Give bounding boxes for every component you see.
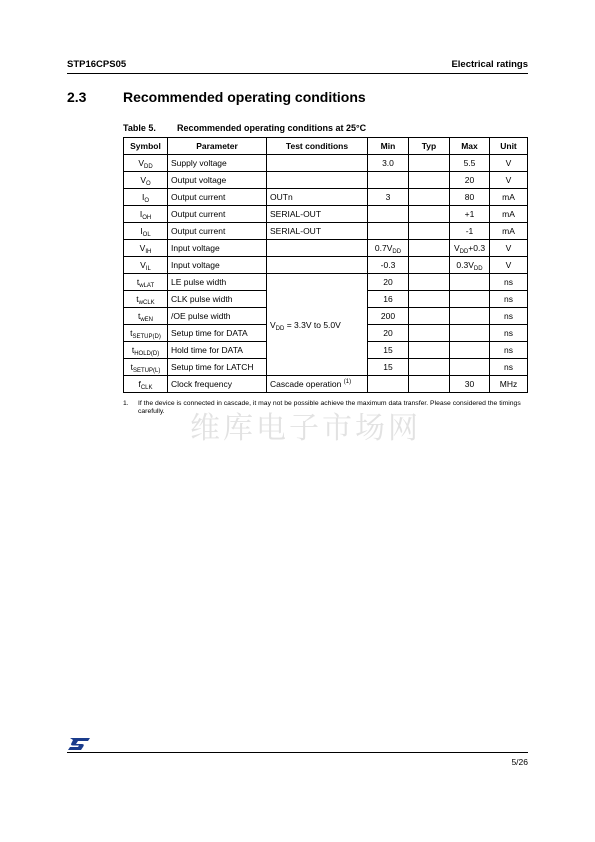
footnote-text: If the device is connected in cascade, it may not be possible achieve the maximum data transfer. Please considered the timings carefully. (138, 400, 521, 415)
cell-unit: V (490, 240, 528, 257)
cell-condition: SERIAL-OUT (267, 223, 368, 240)
cell-max (450, 359, 490, 376)
cell-typ (409, 376, 450, 393)
cell-condition: Cascade operation $^{(1)}$ (267, 376, 368, 393)
cell-unit: V (490, 155, 528, 172)
cell-parameter: Setup time for LATCH (168, 359, 267, 376)
cell-parameter: Input voltage (168, 240, 267, 257)
cell-symbol: $I_O$ (124, 189, 168, 206)
watermark: 维库电子市场网 (190, 411, 421, 446)
cell-min: 16 (368, 291, 409, 308)
st-logo-icon (67, 737, 91, 751)
cell-unit: mA (490, 206, 528, 223)
cell-max: 80 (450, 189, 490, 206)
footnote-number: 1. (123, 400, 129, 407)
cell-symbol: $t_{SETUP(D)}$ (124, 325, 168, 342)
cell-symbol: $V_O$ (124, 172, 168, 189)
cell-symbol: $t_{wCLK}$ (124, 291, 168, 308)
cell-typ (409, 240, 450, 257)
cell-parameter: /OE pulse width (168, 308, 267, 325)
table-row (124, 223, 528, 240)
cell-parameter: CLK pulse width (168, 291, 267, 308)
col-header-parameter: Parameter (168, 138, 267, 155)
cell-symbol: $V_{IH}$ (124, 240, 168, 257)
cell-min: 3 (368, 189, 409, 206)
cell-max: $0.3V_{DD}$ (450, 257, 490, 274)
cell-typ (409, 342, 450, 359)
cell-symbol: $t_{wLAT}$ (124, 274, 168, 291)
cell-max: 20 (450, 172, 490, 189)
table-row (124, 274, 528, 291)
cell-min: $0.7V_{DD}$ (368, 240, 409, 257)
cell-parameter: Output current (168, 189, 267, 206)
cell-symbol: $I_{OL}$ (124, 223, 168, 240)
operating-conditions-table (123, 137, 528, 393)
cell-typ (409, 274, 450, 291)
cell-min: 200 (368, 308, 409, 325)
cell-typ (409, 359, 450, 376)
table-row (124, 376, 528, 393)
cell-symbol: $I_{OH}$ (124, 206, 168, 223)
cell-condition: OUTn (267, 189, 368, 206)
cell-parameter: Output current (168, 206, 267, 223)
table-row (124, 155, 528, 172)
cell-parameter: Hold time for DATA (168, 342, 267, 359)
cell-min: 20 (368, 325, 409, 342)
cell-min (368, 206, 409, 223)
footer-rule (67, 752, 528, 753)
cell-unit: MHz (490, 376, 528, 393)
table-row (124, 257, 528, 274)
table-row (124, 206, 528, 223)
cell-unit: ns (490, 291, 528, 308)
cell-parameter: Output voltage (168, 172, 267, 189)
cell-max (450, 308, 490, 325)
col-header-typ: Typ (409, 138, 450, 155)
cell-min (368, 223, 409, 240)
table-header-row (124, 138, 528, 155)
col-header-symbol: Symbol (124, 138, 168, 155)
header-rule (67, 73, 528, 74)
table-caption (123, 123, 367, 133)
cell-typ (409, 189, 450, 206)
table-title: Recommended operating conditions at 25°C (177, 123, 367, 133)
cell-condition (267, 240, 368, 257)
section-title: Recommended operating conditions (123, 89, 366, 105)
cell-max: +1 (450, 206, 490, 223)
cell-min: 3.0 (368, 155, 409, 172)
cell-max (450, 291, 490, 308)
cell-unit: ns (490, 325, 528, 342)
cell-max (450, 342, 490, 359)
cell-typ (409, 206, 450, 223)
cell-unit: ns (490, 342, 528, 359)
cell-parameter: Setup time for DATA (168, 325, 267, 342)
page-header-chapter: Electrical ratings (451, 59, 528, 70)
table-row (124, 189, 528, 206)
col-header-unit: Unit (490, 138, 528, 155)
table-row (124, 172, 528, 189)
cell-condition (267, 155, 368, 172)
cell-parameter: LE pulse width (168, 274, 267, 291)
cell-unit: ns (490, 359, 528, 376)
cell-unit: V (490, 172, 528, 189)
cell-unit: mA (490, 223, 528, 240)
cell-parameter: Supply voltage (168, 155, 267, 172)
cell-typ (409, 155, 450, 172)
cell-typ (409, 308, 450, 325)
cell-max (450, 325, 490, 342)
cell-symbol: $t_{HOLD(D)}$ (124, 342, 168, 359)
cell-min: 20 (368, 274, 409, 291)
cell-typ (409, 291, 450, 308)
table-label: Table 5. (123, 123, 156, 133)
cell-typ (409, 325, 450, 342)
cell-max: 30 (450, 376, 490, 393)
cell-condition (267, 172, 368, 189)
page-number: 5/26 (511, 757, 528, 767)
cell-condition: SERIAL-OUT (267, 206, 368, 223)
cell-parameter: Output current (168, 223, 267, 240)
cell-max: $V_{DD}+0.3$ (450, 240, 490, 257)
table-row (124, 240, 528, 257)
cell-max: -1 (450, 223, 490, 240)
cell-symbol: $V_{IL}$ (124, 257, 168, 274)
cell-min (368, 172, 409, 189)
cell-unit: ns (490, 274, 528, 291)
cell-min: -0.3 (368, 257, 409, 274)
col-header-test-conditions: Test conditions (267, 138, 368, 155)
cell-typ (409, 223, 450, 240)
cell-unit: V (490, 257, 528, 274)
cell-parameter: Input voltage (168, 257, 267, 274)
cell-condition-merged: $V_{DD} = 3.3V$ to 5.0V (267, 274, 368, 376)
page-header-doc-id: STP16CPS05 (67, 59, 127, 70)
col-header-min: Min (368, 138, 409, 155)
cell-typ (409, 257, 450, 274)
cell-symbol: $t_{SETUP(L)}$ (124, 359, 168, 376)
cell-min: 15 (368, 342, 409, 359)
cell-symbol: $V_{DD}$ (124, 155, 168, 172)
cell-min: 15 (368, 359, 409, 376)
cell-max (450, 274, 490, 291)
cell-max: 5.5 (450, 155, 490, 172)
col-header-max: Max (450, 138, 490, 155)
section-number: 2.3 (67, 89, 87, 105)
cell-unit: ns (490, 308, 528, 325)
cell-symbol: $f_{CLK}$ (124, 376, 168, 393)
cell-condition (267, 257, 368, 274)
cell-symbol: $t_{wEN}$ (124, 308, 168, 325)
cell-parameter: Clock frequency (168, 376, 267, 393)
cell-min (368, 376, 409, 393)
cell-typ (409, 172, 450, 189)
cell-unit: mA (490, 189, 528, 206)
